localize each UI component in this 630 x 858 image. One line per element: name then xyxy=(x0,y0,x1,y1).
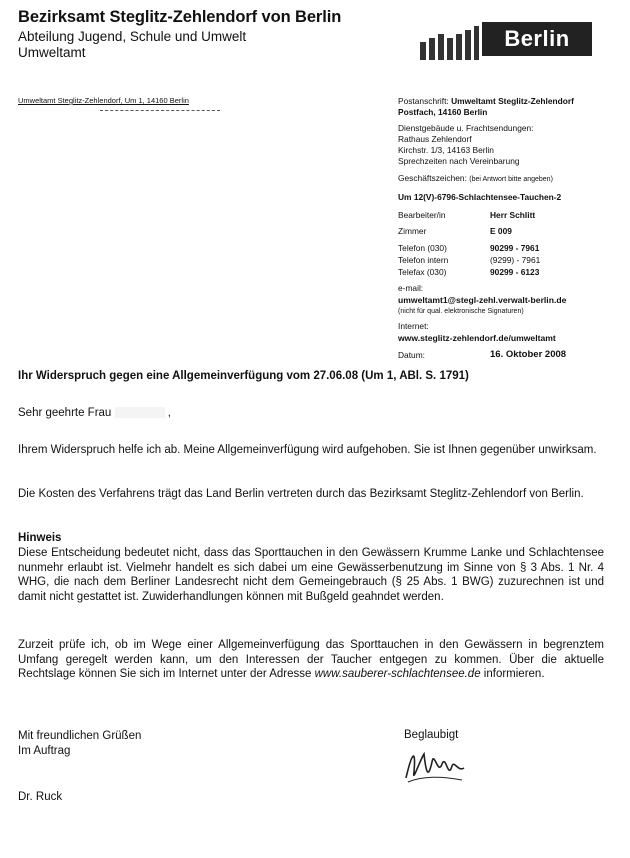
contact-value: E 009 xyxy=(490,226,512,236)
email-note: (nicht für qual. elektronische Signaturen) xyxy=(398,308,524,315)
reference-header xyxy=(398,174,553,184)
postal-label: Postanschrift: xyxy=(398,96,449,106)
contact-label: Bearbeiter/in xyxy=(398,210,446,220)
certified-stamp: Beglaubigt xyxy=(404,729,459,741)
reference-value: Um 12(V)-6796-Schlachtensee-Tauchen-2 xyxy=(398,192,562,202)
outlook-text: Zurzeit prüfe ich, ob im Wege einer Allgemeinverfügung das Sporttauchen in den Gewässern in begrenztem Umfang geregelt werden kann, um den Interessen der Taucher entgegen zu kommen. Über die aktuelle Rechtslage können Sie sich im Internet unter der Adresse xyxy=(18,639,604,681)
email-label: e-mail: xyxy=(398,283,424,293)
contact-value: 90299 - 7961 xyxy=(490,243,540,253)
hint-heading: Hinweis xyxy=(18,532,62,544)
paragraph-costs: Die Kosten des Verfahrens trägt das Land Berlin vertreten durch das Bezirksamt Steglitz-Zehlendorf von Berlin. xyxy=(18,488,584,500)
contact-value: 90299 - 6123 xyxy=(490,267,540,277)
contact-label: Zimmer xyxy=(398,226,427,236)
letter-subject: Ihr Widerspruch gegen eine Allgemeinverfügung vom 27.06.08 (Um 1, ABl. S. 1791) xyxy=(18,370,469,382)
department-name: Abteilung Jugend, Schule und Umwelt xyxy=(18,29,247,44)
closing-greeting: Mit freundlichen Grüßen xyxy=(18,730,142,742)
date-value: 16. Oktober 2008 xyxy=(490,349,567,360)
contact-label: Telefon intern xyxy=(398,255,449,265)
paragraph-outlook xyxy=(18,638,604,682)
closing-on-behalf: Im Auftrag xyxy=(18,745,71,757)
salutation xyxy=(18,406,604,421)
internet-link[interactable]: www.steglitz-zehlendorf.de/umweltamt xyxy=(398,333,556,343)
outlook-end: informieren. xyxy=(480,668,545,681)
contact-value: (9299) - 7961 xyxy=(490,255,541,265)
office-name: Umweltamt xyxy=(18,45,86,60)
authority-title: Bezirksamt Steglitz-Zehlendorf von Berlin xyxy=(18,8,342,26)
paragraph-hint: Diese Entscheidung bedeutet nicht, dass das Sporttauchen in den Gewässern Krumme Lanke und Schlachtensee nunmehr erlaubt ist. Vielmehr handelt es sich dabei um eine Gewässerbenutzung im Sinne von § 3 Abs. 1 Nr. 4 WHG, die nach dem Berliner Landesrecht nicht dem Gemeingebrauch (§ 25 Abs. 1 BWG) zuzurechnen ist und damit nicht gestattet ist. Zuwiderhandlungen können mit Bußgeld geahndet werden. xyxy=(18,547,604,603)
return-address: Umweltamt Steglitz-Zehlendorf, Um 1, 14160 Berlin xyxy=(18,96,189,105)
contact-label: Telefon (030) xyxy=(398,243,447,253)
redacted-name xyxy=(115,407,165,418)
building-street: Kirchstr. 1/3, 14163 Berlin xyxy=(398,145,494,155)
office-hours: Sprechzeiten nach Vereinbarung xyxy=(398,156,520,166)
reference-label: Geschäftszeichen: xyxy=(398,173,467,183)
reference-note: (bei Antwort bitte angeben) xyxy=(469,176,553,183)
postal-name: Umweltamt Steglitz-Zehlendorf xyxy=(451,96,574,106)
building-name: Rathaus Zehlendorf xyxy=(398,134,472,144)
contact-label: Telefax (030) xyxy=(398,267,447,277)
signature-icon xyxy=(402,742,468,788)
email-link[interactable]: umweltamt1@stegl-zehl.verwalt-berlin.de xyxy=(398,295,567,305)
date-label: Datum: xyxy=(398,350,425,360)
signatory-name: Dr. Ruck xyxy=(18,791,63,803)
salutation-comma: , xyxy=(167,407,171,419)
salutation-text: Sehr geehrte Frau xyxy=(18,407,112,419)
internet-label: Internet: xyxy=(398,321,429,331)
postal-address xyxy=(398,97,574,107)
website-link[interactable]: www.sauberer-schlachtensee.de xyxy=(314,668,481,681)
berlin-logo xyxy=(420,12,596,66)
paragraph-decision: Ihrem Widerspruch helfe ich ab. Meine Allgemeinverfügung wird aufgehoben. Sie ist Ihnen gegenüber unwirksam. xyxy=(18,444,597,456)
logo-wordmark: Berlin xyxy=(482,22,592,56)
building-label: Dienstgebäude u. Frachtsendungen: xyxy=(398,123,534,133)
contact-value: Herr Schlitt xyxy=(490,210,536,220)
divider xyxy=(100,110,220,111)
postal-box xyxy=(398,108,487,118)
postal-box-text: Postfach, 14160 Berlin xyxy=(398,107,488,117)
